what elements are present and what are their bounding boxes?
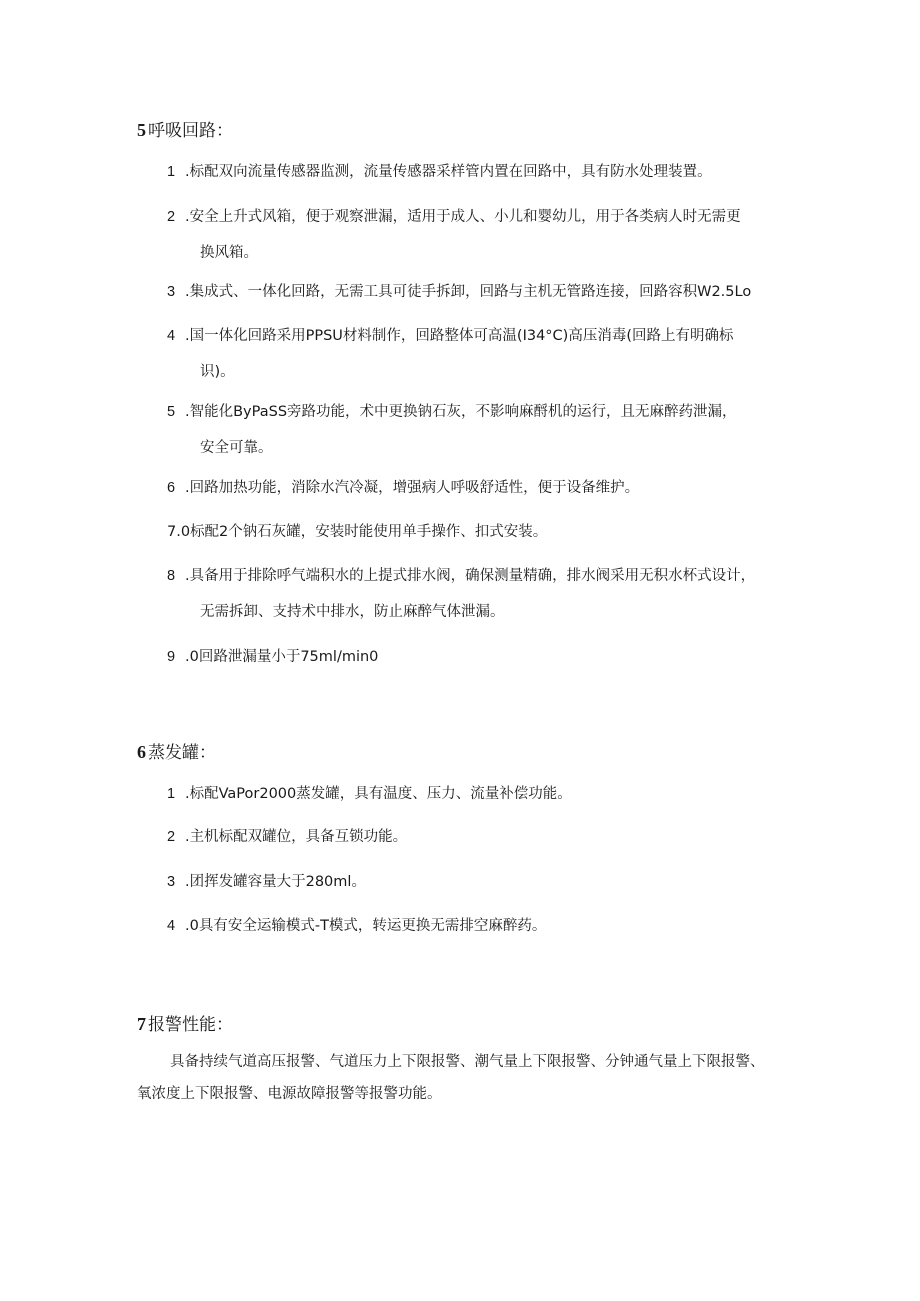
section-6-title: 蒸发罐： bbox=[148, 743, 216, 763]
section-5-number: 5 bbox=[137, 120, 146, 140]
section-7-number: 7 bbox=[137, 1014, 146, 1034]
section-6-heading bbox=[137, 738, 216, 763]
section-5-title: 呼吸回路： bbox=[148, 121, 233, 141]
list-item: 7.0标配2个钠石灰罐，安装时能使用单手操作、扣式安装。 bbox=[167, 524, 548, 540]
section-6-number: 6 bbox=[137, 742, 146, 762]
section-5-heading bbox=[137, 116, 233, 141]
paragraph-line: 具备持续气道高压报警、气道压力上下限报警、潮气量上下限报警、分钟通气量上下限报警、 bbox=[170, 1054, 765, 1070]
section-7-title: 报警性能： bbox=[148, 1015, 233, 1035]
section-7-heading bbox=[137, 1010, 233, 1035]
section-7-paragraph bbox=[137, 1046, 797, 1110]
paragraph-line: 氧浓度上下限报警、电源故障报警等报警功能。 bbox=[137, 1086, 442, 1102]
